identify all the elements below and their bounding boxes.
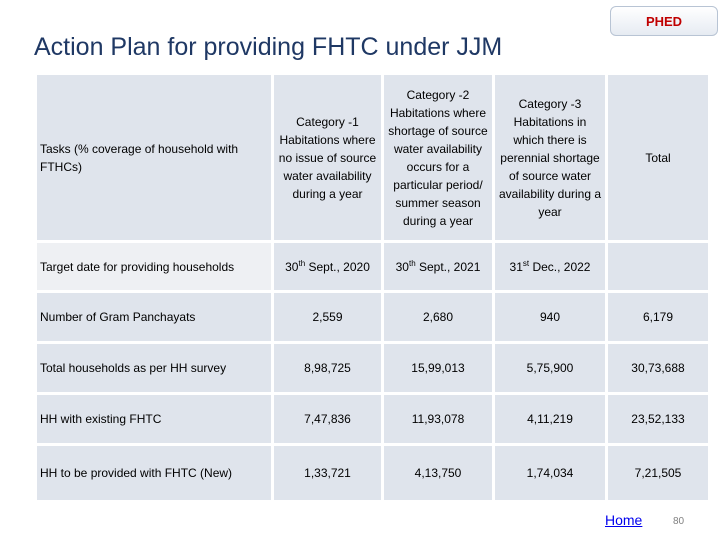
target-date-total	[608, 243, 708, 290]
target-date-category-3: 31st Dec., 2022	[495, 243, 605, 290]
header-category-1: Category -1 Habitations where no issue of source water availability during a year	[274, 75, 381, 240]
cell-category-2: 4,13,750	[384, 446, 492, 500]
table-row	[37, 446, 708, 500]
target-date-category-2: 30th Sept., 2021	[384, 243, 492, 290]
table-header-row	[37, 75, 708, 240]
cell-category-3: 1,74,034	[495, 446, 605, 500]
cell-category-3: 940	[495, 293, 605, 341]
header-category-3: Category -3 Habitations in which there is perennial shortage of source water availability during a year	[495, 75, 605, 240]
cell-category-1: 8,98,725	[274, 344, 381, 392]
cell-total: 30,73,688	[608, 344, 708, 392]
target-date-category-1: 30th Sept., 2020	[274, 243, 381, 290]
header-category-2: Category -2 Habitations where shortage of source water availability occurs for a particular period/ summer season during a year	[384, 75, 492, 240]
cell-category-1: 1,33,721	[274, 446, 381, 500]
page-title: Action Plan for providing FHTC under JJM	[34, 33, 503, 61]
phed-badge: PHED	[610, 6, 718, 36]
row-label: HH with existing FHTC	[37, 395, 271, 443]
row-label: Number of Gram Panchayats	[37, 293, 271, 341]
action-plan-table	[34, 72, 711, 503]
table-row	[37, 344, 708, 392]
page-number: 80	[673, 516, 685, 527]
row-label: Target date for providing households	[37, 243, 271, 290]
table-row-target-date	[37, 243, 708, 290]
home-link[interactable]: Home	[605, 512, 643, 528]
cell-category-2: 11,93,078	[384, 395, 492, 443]
row-label: Total households as per HH survey	[37, 344, 271, 392]
table-row	[37, 293, 708, 341]
header-tasks: Tasks (% coverage of household with FTHCs)	[37, 75, 271, 240]
table-row	[37, 395, 708, 443]
cell-category-2: 15,99,013	[384, 344, 492, 392]
cell-total: 7,21,505	[608, 446, 708, 500]
cell-total: 6,179	[608, 293, 708, 341]
cell-category-3: 4,11,219	[495, 395, 605, 443]
row-label: HH to be provided with FHTC (New)	[37, 446, 271, 500]
cell-category-1: 2,559	[274, 293, 381, 341]
cell-category-2: 2,680	[384, 293, 492, 341]
cell-category-3: 5,75,900	[495, 344, 605, 392]
header-total: Total	[608, 75, 708, 240]
cell-category-1: 7,47,836	[274, 395, 381, 443]
cell-total: 23,52,133	[608, 395, 708, 443]
